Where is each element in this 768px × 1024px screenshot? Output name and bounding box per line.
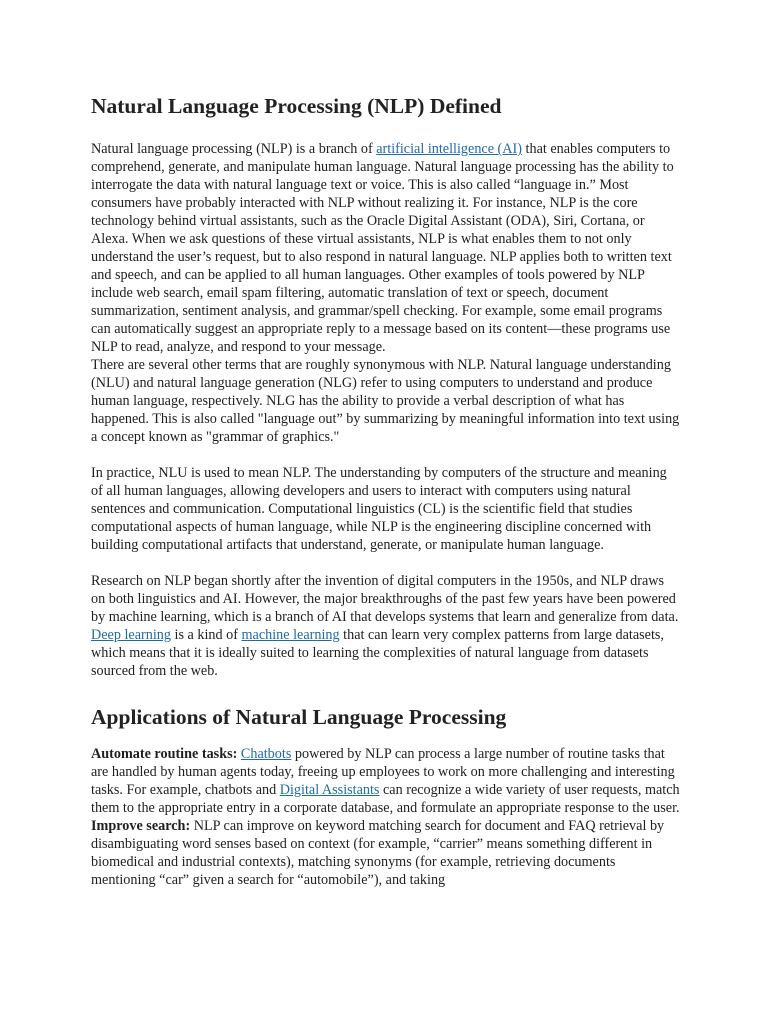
item-label-improve-search: Improve search: [91,818,191,834]
paragraph-nlu-nlg: There are several other terms that are roughly synonymous with NLP. Natural language understanding (NLU) and natural language generation (NLG) refer to using computers to understand and produce human language, respectively. NLG has the ability to provide a verbal description of what has happened. This is also called "language out” by summarizing by meaningful information into text using a concept known as "grammar of graphics." [91,357,680,445]
paragraph-text: powered by NLP can process a large number of routine tasks that are handled by human agents today, freeing up employees to work on more challenging and interesting tasks. For example, chatbots and [91,746,675,798]
paragraph-text: can recognize a wide variety of user requests, match them to the appropriate entry in a corporate database, and formulate an appropriate response to the user. [91,782,680,816]
paragraph-text: that enables computers to comprehend, generate, and manipulate human language. Natural language processing has the ability to interrogate the data with natural language text or voice. This is also called “language in.” Most consumers have probably interacted with NLP without realizing it. For instance, NLP is the core technology behind virtual assistants, such as the Oracle Digital Assistant (ODA), Siri, Cortana, or Alexa. When we ask questions of these virtual assistants, NLP is what enables them to not only understand the user’s request, but to also respond in natural language. NLP applies both to written text and speech, and can be applied to all human languages. Other examples of tools powered by NLP include web search, email spam filtering, automatic translation of text or speech, document summarization, sentiment analysis, and grammar/spell checking. For example, some email programs can automatically suggest an appropriate reply to a message based on its content—these programs use NLP to read, analyze, and respond to your message. [91,141,674,355]
paragraph-research-history [91,572,681,680]
link-machine-learning[interactable]: machine learning [241,627,340,643]
paragraph-text: NLP can improve on keyword matching search for document and FAQ retrieval by disambiguating word senses based on context (for example, “carrier” means something different in biomedical and industrial contexts), matching synonyms (for example, retrieving documents mentioning “car” given a search for “automobile”), and taking [91,818,665,888]
paragraph-improve-search [91,817,681,889]
section-title-nlp-defined: Natural Language Processing (NLP) Defined [91,94,502,118]
link-chatbots[interactable]: Chatbots [240,746,292,762]
item-label-automate: Automate routine tasks: [91,746,238,762]
paragraph-nlp-definition [91,140,681,356]
section-title-applications: Applications of Natural Language Processing [91,705,507,729]
paragraph-text: Natural language processing (NLP) is a branch of [91,141,377,157]
paragraph-text: Research on NLP began shortly after the invention of digital computers in the 1950s, and NLP draws on both linguistics and AI. However, the major breakthroughs of the past few years have been powered by machine learning, which is a branch of AI that develops systems that learn and generalize from data. [91,573,679,625]
link-digital-assistants[interactable]: Digital Assistants [279,782,380,798]
document-page [91,92,681,889]
link-deep-learning[interactable]: Deep learning [91,627,171,643]
paragraph-text: that can learn very complex patterns from large datasets, which means that it is ideally suited to learning the complexities of natural language from datasets sourced from the web. [91,627,664,679]
paragraph-in-practice: In practice, NLU is used to mean NLP. The understanding by computers of the structure and meaning of all human languages, allowing developers and users to interact with computers using natural sentences and communication. Computational linguistics (CL) is the scientific field that studies computational aspects of human language, while NLP is the engineering discipline concerned with building computational artifacts that understand, generate, or manipulate human language. [91,465,667,553]
paragraph-automate-routine-tasks [91,745,681,817]
link-artificial-intelligence[interactable]: artificial intelligence (AI) [376,141,522,157]
paragraph-text: is a kind of [170,627,242,643]
